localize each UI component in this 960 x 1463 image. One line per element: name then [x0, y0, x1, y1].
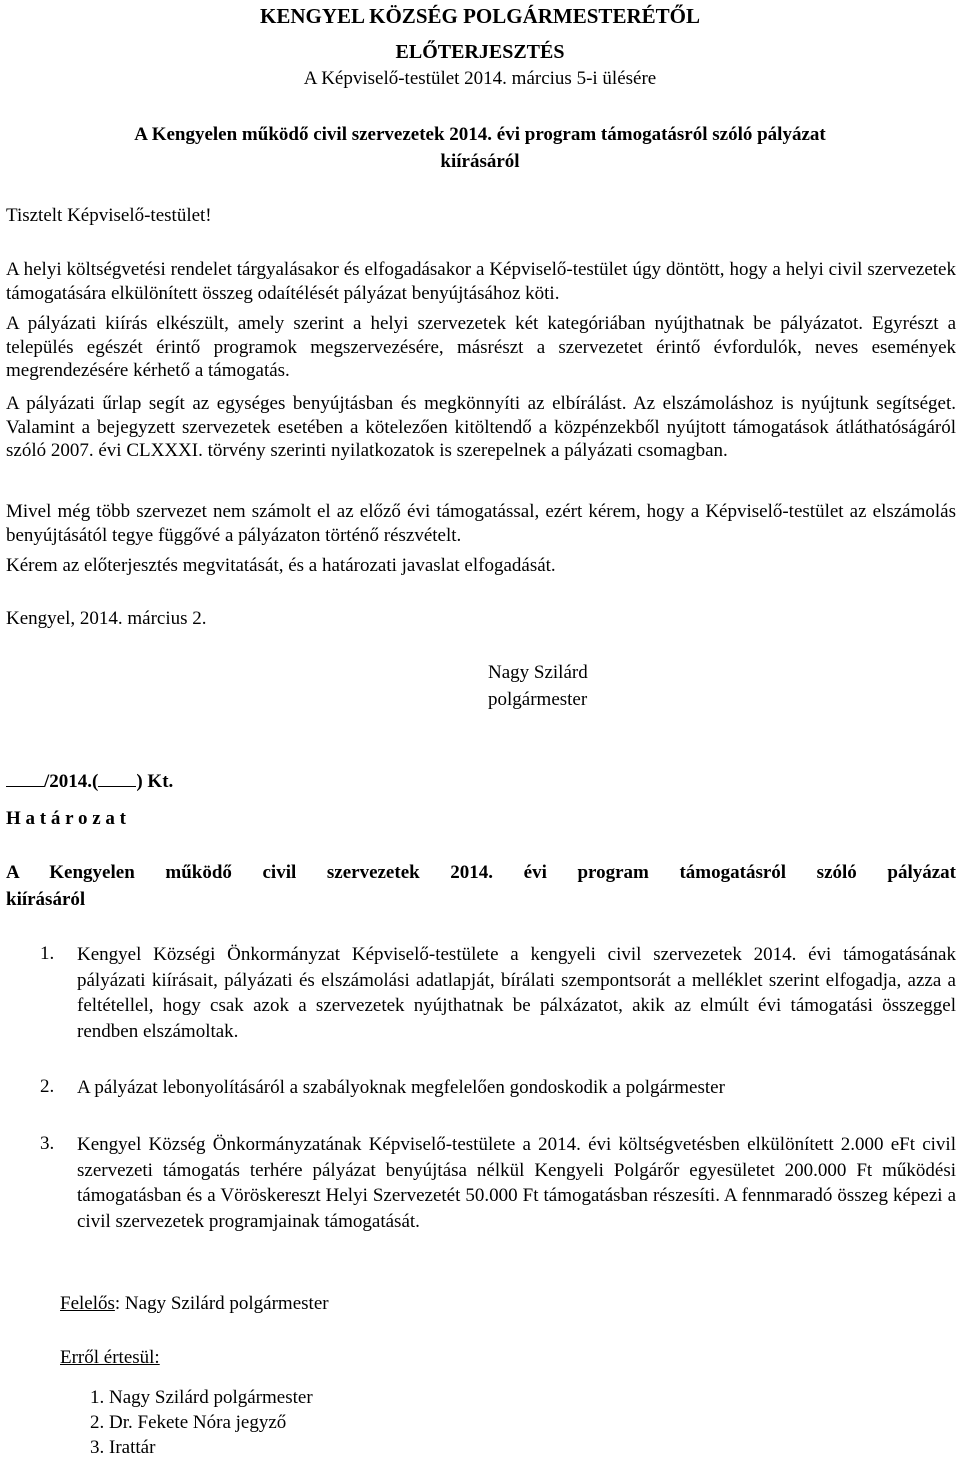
body-paragraph-3: A pályázati űrlap segít az egységes benyújtásban és megkönnyíti az elbírálást. Az elszámoláshoz is nyújtunk segítséget. Valamint a bejegyzett szervezetek esetében a kötelezően kitöltendő a közpénzekből nyújtott támogatások átláthatóságáról szóló 2007. évi CLXXXI. törvény szerinti nyilatkozatok is szerepelnek a pályázati csomagban.: [6, 393, 956, 462]
resolution-subject-line-2: kiírásáról: [6, 889, 86, 910]
resolution-number-middle: /2014.(: [44, 771, 99, 792]
body-paragraph-4: Mivel még több szervezet nem számolt el az előző évi támogatással, ezért kérem, hogy a Képviselő-testület az elszámolás benyújtásától tegye függővé a pályázaton történő részvételt.: [6, 501, 956, 546]
resolution-number-end: ) Kt.: [136, 771, 174, 792]
blank-line: [6, 785, 44, 787]
subject-line-2: kiírásáról: [440, 151, 520, 172]
body-paragraph-1: A helyi költségvetési rendelet tárgyalásakor és elfogadásakor a Képviselő-testület úgy döntött, hogy a helyi civil szervezetek támogatására elkülönített összeg odaítélését pályázat benyújtásához köti.: [6, 259, 956, 304]
subject-line-1: A Kengyelen működő civil szervezetek 2014. évi program támogatásról szóló pályázat: [134, 124, 826, 145]
resolution-item-2: A pályázat lebonyolításáról a szabályoknak megfelelően gondoskodik a polgármester: [77, 1077, 725, 1098]
notified-item: 3. Irattár: [90, 1437, 156, 1458]
body-paragraph-2: A pályázati kiírás elkészült, amely szerint a helyi szervezetek két kategóriában nyújthatnak be pályázatot. Egyrészt a település egészét érintő programok megszervezésére, másrészt a szervezetet érintő évfordulók, neves események megrendezésére kérhető a támogatás.: [6, 313, 956, 382]
meeting-line: A Képviselő-testület 2014. március 5-i ülésére: [303, 68, 657, 89]
issuer-heading: KENGYEL KÖZSÉG POLGÁRMESTERÉTŐL: [260, 4, 700, 28]
resolution-item-1: Kengyel Községi Önkormányzat Képviselő-testülete a kengyeli civil szervezetek 2014. évi támogatásának pályázati kiírásait, pályázati és elszámolási adatlapját, bírálati szempontsorát a melléklet szerint elfogadja, azza a feltétellel, hogy csak azok a szervezetek nyújthatnak be pálxázatot, akik az elmúlt évi támogatási összeggel rendben elszámoltak.: [77, 944, 956, 1042]
resolution-item-number: 2.: [40, 1076, 55, 1097]
resolution-heading: H a t á r o z a t: [6, 808, 126, 829]
signature-title: polgármester: [488, 689, 588, 710]
notified-item: 2. Dr. Fekete Nóra jegyző: [90, 1412, 287, 1433]
responsible-value: : Nagy Szilárd polgármester: [114, 1293, 329, 1314]
body-paragraph-5: Kérem az előterjesztés megvitatását, és a határozati javaslat elfogadását.: [6, 555, 556, 576]
responsible-line: [60, 1293, 329, 1315]
resolution-subject-line-1: A Kengyelen működő civil szervezetek 2014. évi program támogatásról szóló pályázat: [6, 862, 956, 883]
document-type: ELŐTERJESZTÉS: [395, 41, 565, 63]
blank-line: [98, 785, 136, 787]
signature-name: Nagy Szilárd: [488, 662, 588, 683]
salutation: Tisztelt Képviselő-testület!: [6, 205, 212, 226]
resolution-item-number: 3.: [40, 1133, 55, 1154]
notified-item: 1. Nagy Szilárd polgármester: [90, 1387, 313, 1408]
resolution-item-3: Kengyel Község Önkormányzatának Képviselő-testülete a 2014. évi költségvetésben elkülönített 2.000 eFt civil szervezeti támogatás terhére pályázat benyújtása nélkül Kengyeli Polgárőr egyesületet 200.000 Ft működési támogatásban és a Vöröskereszt Helyi Szervezetét 50.000 Ft támogatásban részesíti. A fennmaradó összeg képezi a civil szervezetek programjainak támogatását.: [77, 1134, 956, 1232]
responsible-label: Felelős: [60, 1293, 115, 1314]
notified-label: Erről értesül:: [60, 1347, 160, 1368]
resolution-item-number: 1.: [40, 943, 55, 964]
resolution-number: [6, 771, 173, 793]
date-place: Kengyel, 2014. március 2.: [6, 608, 207, 629]
